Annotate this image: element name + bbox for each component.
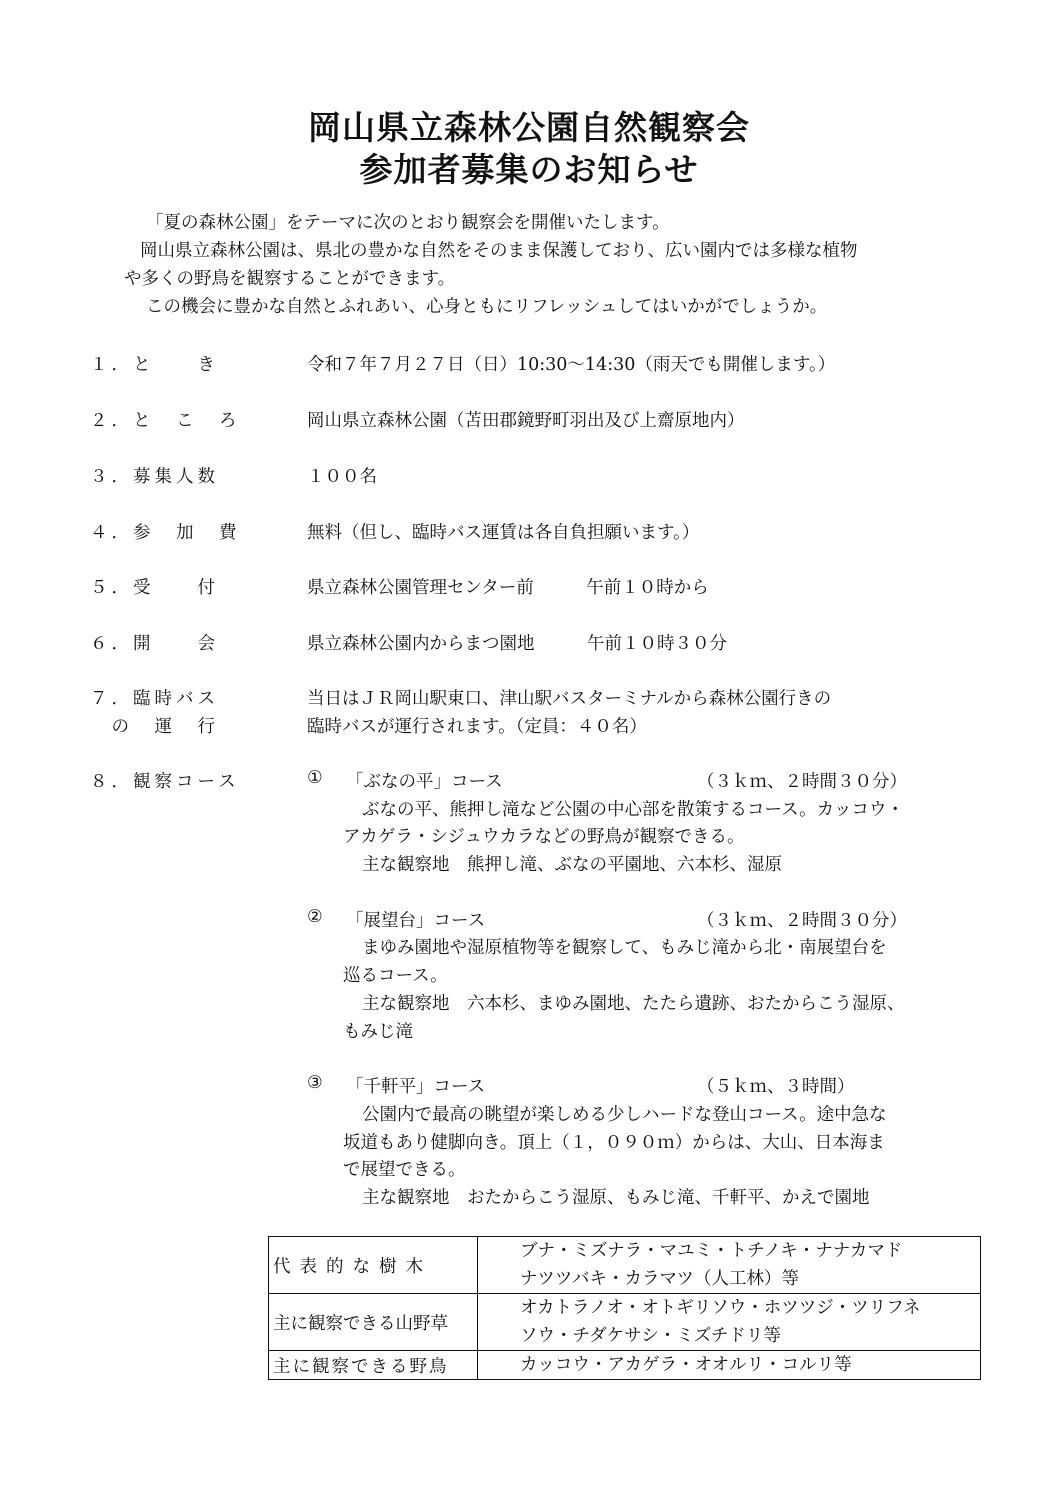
item-1-value: 令和７年７月２７日（日）10:30～14:30（雨天でも開催します。）	[307, 355, 836, 375]
document-title-line1: 岡山県立森林公園自然観察会	[308, 108, 750, 147]
item-7-label-line2: の 運 行	[90, 717, 219, 737]
course-2-distance: （３ｋｍ、２時間３０分）	[697, 911, 907, 931]
intro-line-2: 岡山県立森林公園は、県北の豊かな自然をそのまま保護しており、広い園内では多様な植物	[140, 241, 858, 261]
item-3-value: １００名	[307, 467, 377, 487]
table-row	[269, 1237, 981, 1294]
course-1-distance: （３ｋｍ、２時間３０分）	[697, 772, 907, 792]
course-3-desc-2: 坂道もあり健脚向き。頂上（１，０９０ｍ）からは、大山、日本海ま	[343, 1133, 885, 1153]
table-cell-birds	[478, 1351, 981, 1380]
course-2-desc-2: 巡るコース。	[343, 966, 448, 986]
item-8-label: ８．観察コース	[90, 772, 240, 792]
item-7-label: ７．臨時バス	[90, 689, 219, 709]
table-row	[269, 1294, 981, 1351]
course-1-name: 「ぶなの平」コース	[346, 772, 503, 792]
document-title-line2: 参加者募集のお知らせ	[359, 150, 699, 189]
table-cell-line: ナツツバキ・カラマツ（人工林）等	[520, 1269, 799, 1289]
course-1-spots: 主な観察地 熊押し滝、ぶなの平園地、六本杉、湿原	[362, 855, 782, 875]
course-3-spots: 主な観察地 おたからこう湿原、もみじ滝、千軒平、かえで園地	[362, 1188, 870, 1208]
species-table	[268, 1236, 981, 1380]
item-7-value-line2: 臨時バスが運行されます。（定員：４０名）	[307, 717, 647, 737]
course-3-distance: （５ｋｍ、３時間）	[697, 1077, 855, 1097]
table-cell-line: ブナ・ミズナラ・マユミ・トチノキ・ナナカマド	[520, 1241, 903, 1261]
table-head-birds: 主に観察できる野鳥	[269, 1351, 478, 1380]
item-6-value: 県立森林公園内からまつ園地 午前１０時３０分	[307, 634, 727, 654]
table-cell-plants	[478, 1294, 981, 1351]
intro-line-4: この機会に豊かな自然とふれあい、心身ともにリフレッシュしてはいかがでしょうか。	[146, 297, 828, 317]
table-row	[269, 1351, 981, 1380]
course-3-name: 「千軒平」コース	[346, 1077, 486, 1097]
item-2-value: 岡山県立森林公園（苫田郡鏡野町羽出及び上齋原地内）	[307, 411, 745, 431]
item-5-label: ５．受 付	[90, 578, 219, 598]
course-2-number: ②	[307, 907, 323, 927]
course-3-desc-3: で展望できる。	[343, 1160, 466, 1180]
table-cell-line: ソウ・チダケサシ・ミズチドリ等	[520, 1326, 781, 1346]
course-2-name: 「展望台」コース	[346, 911, 486, 931]
item-4-value: 無料（但し、臨時バス運賃は各自負担願います。）	[307, 523, 700, 543]
table-cell-trees	[478, 1237, 981, 1294]
course-1-desc-1: ぶなの平、熊押し滝など公園の中心部を散策するコース。カッコウ・	[362, 800, 904, 820]
item-6-label: ６．開 会	[90, 634, 219, 654]
course-2-spots-2: もみじ滝	[343, 1022, 413, 1042]
table-cell-line: オカトラノオ・オトギリソウ・ホツツジ・ツリフネ	[520, 1298, 921, 1318]
table-head-trees: 代表的な樹木	[269, 1237, 478, 1294]
item-1-label: １．と き	[90, 355, 219, 375]
course-3-number: ③	[307, 1073, 323, 1093]
item-5-value: 県立森林公園管理センター前 午前１０時から	[307, 578, 709, 598]
item-7-value: 当日はＪＲ岡山駅東口、津山駅バスターミナルから森林公園行きの	[307, 689, 832, 709]
intro-line-3: や多くの野鳥を観察することができます。	[124, 269, 456, 289]
course-1-number: ①	[307, 768, 323, 788]
item-4-label: ４．参 加 費	[90, 523, 241, 543]
item-2-label: ２．と こ ろ	[90, 411, 241, 431]
course-1-desc-2: アカゲラ・シジュウカラなどの野鳥が観察できる。	[343, 827, 745, 847]
course-3-desc-1: 公園内で最高の眺望が楽しめる少しハードな登山コース。途中急な	[362, 1105, 887, 1125]
table-cell-line: カッコウ・アカゲラ・オオルリ・コルリ等	[520, 1355, 852, 1375]
intro-line-1: 「夏の森林公園」をテーマに次のとおり観察会を開催いたします。	[146, 213, 670, 233]
course-2-spots-1: 主な観察地 六本杉、まゆみ園地、たたら遺跡、おたからこう湿原、	[362, 994, 905, 1014]
item-3-label: ３．募集人数	[90, 467, 219, 487]
table-head-plants: 主に観察できる山野草	[269, 1294, 478, 1351]
course-2-desc-1: まゆみ園地や湿原植物等を観察して、もみじ滝から北・南展望台を	[362, 938, 887, 958]
